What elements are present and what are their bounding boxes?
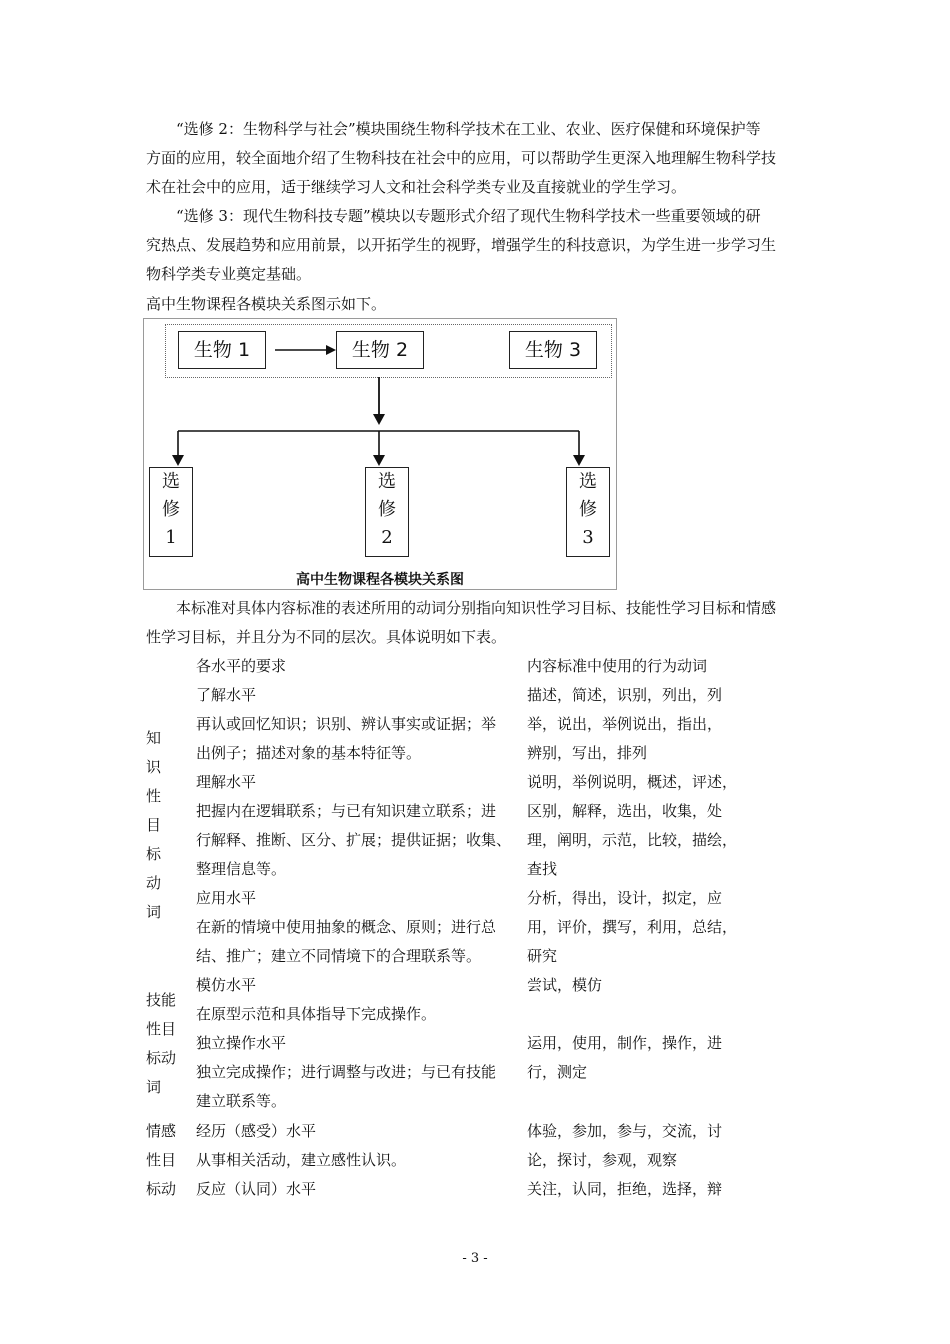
elective-char: 修 [579,499,597,520]
verb-line: 区别，解释，选出，收集，处 [527,802,723,820]
verb-line: 说明，举例说明，概述，评述， [527,773,738,791]
category-char: 动 [146,874,162,892]
level-desc-line: 从事相关活动，建立感性认识。 [196,1151,407,1169]
text-line: “选修 2：生物科学与社会”模块围绕生物科学技术在工业、农业、医疗保健和环境保护等 [176,120,761,138]
table-row-requirement [196,681,496,768]
elective-char: 1 [165,527,177,548]
level-desc-line: 在新的情境中使用抽象的概念、原则；进行总 [196,918,497,936]
category-line: 标动 [146,1180,177,1198]
table-row-verbs [527,768,737,884]
table-header-verbs: 内容标准中使用的行为动词 [527,657,708,675]
diagram-caption: 高中生物课程各模块关系图 [296,572,464,588]
text-line: 术在社会中的应用，适于继续学习人文和社会科学类专业及直接就业的学生学习。 [146,178,687,196]
intro-paragraph-1 [146,115,810,202]
elective-char: 3 [582,527,594,548]
level-name: 了解水平 [196,686,257,704]
elective-char: 2 [381,527,393,548]
category-char: 标 [146,845,162,863]
module-box-bio3: 生物 3 [509,331,597,369]
level-desc-line: 出例子；描述对象的基本特征等。 [196,744,422,762]
verb-line: 论，探讨，参观，观察 [527,1151,678,1169]
category-line: 技能 [146,991,177,1009]
elective-box-3 [566,467,610,557]
arrow-head [326,345,336,355]
level-desc-line: 在原型示范和具体指导下完成操作。 [196,1005,437,1023]
table-row-requirement [196,1175,316,1204]
category-char: 知 [146,729,162,747]
table-row-requirement [196,768,511,884]
table-row-verbs [527,1029,722,1087]
category-char: 目 [146,816,162,834]
category-line: 情感 [146,1122,177,1140]
elective-char: 选 [162,471,180,492]
verb-line: 分析，得出，设计，拟定，应 [527,889,723,907]
level-name: 反应（认同）水平 [196,1180,317,1198]
category-knowledge [146,724,186,927]
verb-line: 用，评价，撰写，利用，总结， [527,918,738,936]
category-line: 性目 [146,1020,177,1038]
category-skill [146,986,186,1102]
level-name: 模仿水平 [196,976,257,994]
table-row-requirement [196,971,436,1029]
level-desc-line: 整理信息等。 [196,860,287,878]
table-row-verbs [527,971,602,1000]
arrow-head [573,455,585,466]
table-row-requirement [196,1117,406,1175]
level-desc-line: 行解释、推断、区分、扩展；提供证据；收集、 [196,831,512,849]
category-line: 词 [146,1078,162,1096]
arrow-head [373,455,385,466]
verb-line: 举，说出，举例说出，指出， [527,715,723,733]
table-row-requirement [196,1029,496,1116]
table-row-verbs [527,1117,722,1175]
table-row-requirement [196,884,496,971]
verb-line: 查找 [527,860,558,878]
elective-char: 修 [378,499,396,520]
verb-line: 关注，认同，拒绝，选择，辩 [527,1180,723,1198]
elective-box-1 [149,467,193,557]
verb-line: 运用，使用，制作，操作，进 [527,1034,723,1052]
verb-line: 尝试，模仿 [527,976,603,994]
arrow-head [172,455,184,466]
diagram-intro: 高中生物课程各模块关系图示如下。 [146,295,387,313]
table-header-requirement: 各水平的要求 [196,657,287,675]
text-line: 方面的应用，较全面地介绍了生物科技在社会中的应用，可以帮助学生更深入地理解生物科学技 [146,149,777,167]
standard-paragraph [146,594,810,652]
level-name: 经历（感受）水平 [196,1122,317,1140]
arrow-head [373,414,385,425]
table-row-verbs [527,681,722,768]
elective-char: 选 [579,471,597,492]
verb-line: 研究 [527,947,558,965]
verb-line: 描述，简述，识别，列出，列 [527,686,723,704]
text-line: 究热点、发展趋势和应用前景，以开拓学生的视野，增强学生的科技意识，为学生进一步学习生 [146,236,777,254]
module-relation-diagram [143,318,617,590]
text-line: 物科学类专业奠定基础。 [146,265,312,283]
module-box-bio2: 生物 2 [336,331,424,369]
verb-line: 体验，参加，参与，交流，讨 [527,1122,723,1140]
table-row-verbs [527,884,737,971]
module-box-bio1: 生物 1 [178,331,266,369]
elective-box-2 [365,467,409,557]
verb-line: 行，测定 [527,1063,588,1081]
text-line: 本标准对具体内容标准的表述所用的动词分别指向知识性学习目标、技能性学习目标和情感 [176,599,777,617]
level-name: 应用水平 [196,889,257,907]
verb-line: 理，阐明，示范，比较，描绘， [527,831,738,849]
elective-char: 选 [378,471,396,492]
category-char: 词 [146,903,162,921]
level-name: 理解水平 [196,773,257,791]
level-desc-line: 把握内在逻辑联系；与已有知识建立联系；进 [196,802,497,820]
category-line: 性目 [146,1151,177,1169]
level-desc-line: 建立联系等。 [196,1092,287,1110]
text-line: 性学习目标，并且分为不同的层次。具体说明如下表。 [146,628,507,646]
level-desc-line: 结、推广；建立不同情境下的合理联系等。 [196,947,482,965]
level-desc-line: 再认或回忆知识；识别、辨认事实或证据；举 [196,715,497,733]
text-line: “选修 3：现代生物科技专题”模块以专题形式介绍了现代生物科学技术一些重要领域的研 [176,207,761,225]
level-name: 独立操作水平 [196,1034,287,1052]
category-char: 性 [146,787,162,805]
category-char: 识 [146,758,162,776]
level-desc-line: 独立完成操作；进行调整与改进；与已有技能 [196,1063,497,1081]
page-number: - 3 - [462,1251,488,1266]
intro-paragraph-2 [146,202,810,289]
verb-line: 辨别，写出，排列 [527,744,648,762]
table-row-verbs [527,1175,722,1204]
elective-char: 修 [162,499,180,520]
category-line: 标动 [146,1049,177,1067]
category-affective [146,1117,186,1204]
